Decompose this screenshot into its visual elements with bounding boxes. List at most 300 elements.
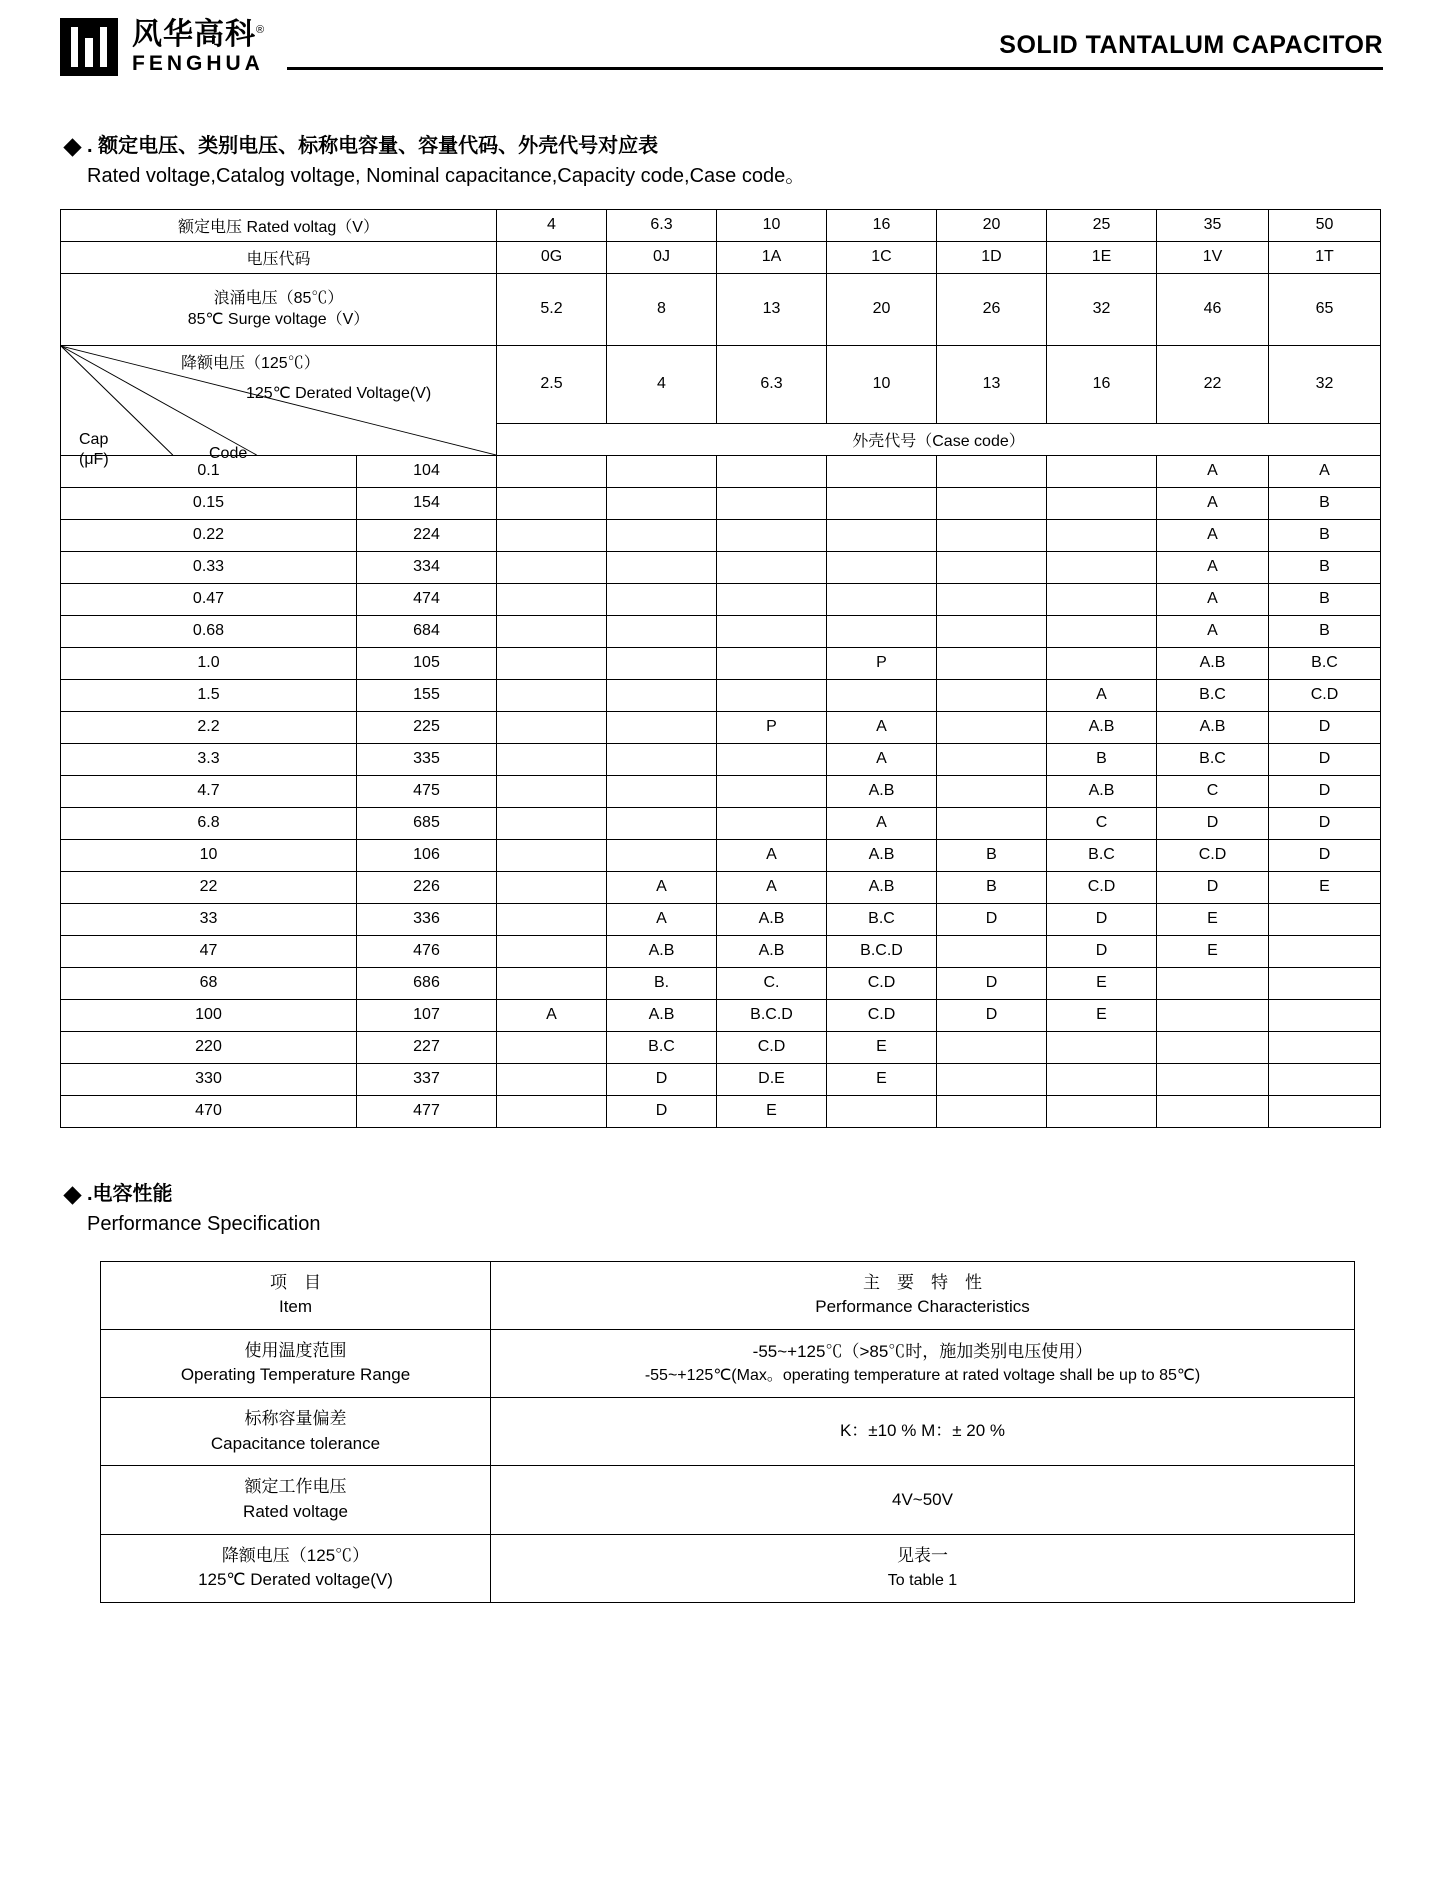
cell-case-code: A.B (1157, 711, 1269, 743)
cell-case-code: C (1047, 807, 1157, 839)
cell-capacitance: 330 (61, 1063, 357, 1095)
cell-case-code (827, 615, 937, 647)
cell-case-code (607, 615, 717, 647)
cell-case-code: D.E (717, 1063, 827, 1095)
cell-case-code: A (1269, 455, 1381, 487)
cell-case-code (1269, 999, 1381, 1031)
table-row (61, 807, 1381, 839)
cell-case-code: D (937, 967, 1047, 999)
cell-case-code: D (1047, 935, 1157, 967)
cell-case-code (1047, 519, 1157, 551)
cell-capacitance: 100 (61, 999, 357, 1031)
table-row (101, 1329, 1355, 1397)
cell-case-code: D (1047, 903, 1157, 935)
cell-case-code (937, 647, 1047, 679)
cell-case-code (1269, 1095, 1381, 1127)
cell-voltage-code-2: 1A (717, 241, 827, 273)
cell-case-code: C (1157, 775, 1269, 807)
table-row-surge-voltage (61, 273, 1381, 345)
perf-value (491, 1398, 1355, 1466)
cell-case-code: A.B (717, 903, 827, 935)
cell-surge-4: 26 (937, 273, 1047, 345)
cell-capacitance: 47 (61, 935, 357, 967)
table-row (61, 551, 1381, 583)
company-logo (60, 18, 265, 76)
cell-case-code: A.B (607, 999, 717, 1031)
cell-case-code: A (1157, 519, 1269, 551)
cell-case-code: A (717, 839, 827, 871)
cell-case-code: B (937, 839, 1047, 871)
table-row (61, 1095, 1381, 1127)
cell-case-code: A (1157, 615, 1269, 647)
cell-case-code (717, 743, 827, 775)
perf-header-item-en: Item (278, 1297, 313, 1317)
cell-case-code (717, 487, 827, 519)
perf-header-char-cn: 主 要 特 性 (863, 1272, 982, 1292)
cell-case-code: B.C.D (717, 999, 827, 1031)
cell-capacitance: 0.15 (61, 487, 357, 519)
cell-voltage-code-7: 1T (1269, 241, 1381, 273)
table-row (61, 679, 1381, 711)
cell-case-code (937, 711, 1047, 743)
cell-capacity-code: 685 (357, 807, 497, 839)
section-performance (60, 1180, 1383, 1603)
cell-case-code: B (1047, 743, 1157, 775)
cell-case-code: B (1269, 519, 1381, 551)
logo-text (132, 19, 265, 76)
cell-capacity-code: 227 (357, 1031, 497, 1063)
cell-rated-voltage-5: 25 (1047, 209, 1157, 241)
label-rated-voltage: 额定电压 Rated voltag（V） (61, 209, 497, 241)
cell-capacity-code: 107 (357, 999, 497, 1031)
cell-case-code: D (607, 1063, 717, 1095)
label-case-code: 外壳代号（Case code） (497, 423, 1381, 455)
cell-case-code (497, 1063, 607, 1095)
cell-case-code: A (607, 903, 717, 935)
cell-case-code: A (827, 711, 937, 743)
cell-case-code (497, 455, 607, 487)
cell-capacitance: 0.47 (61, 583, 357, 615)
cell-case-code (607, 551, 717, 583)
label-unit: (μF) (79, 450, 109, 468)
cell-capacity-code: 337 (357, 1063, 497, 1095)
cell-case-code (497, 711, 607, 743)
label-surge-voltage-en: 85℃ Surge voltage（V） (187, 311, 370, 329)
label-derated-cn: 降额电压（125℃） (181, 354, 320, 372)
label-cap: Cap (79, 430, 109, 448)
cell-case-code: A (827, 743, 937, 775)
cell-case-code: A.B (607, 935, 717, 967)
section1-heading (60, 132, 1383, 191)
perf-item-cn: 标称容量偏差 (244, 1409, 347, 1429)
cell-case-code: D (1269, 807, 1381, 839)
perf-item (101, 1329, 491, 1397)
registered-mark: ® (256, 23, 266, 36)
table-row (101, 1398, 1355, 1466)
table-row (61, 839, 1381, 871)
cell-surge-2: 13 (717, 273, 827, 345)
cell-case-code: A (1157, 551, 1269, 583)
voltage-case-code-table (60, 209, 1381, 1128)
perf-item-en: Operating Temperature Range (180, 1365, 411, 1385)
cell-capacitance: 220 (61, 1031, 357, 1063)
table-row (61, 1063, 1381, 1095)
cell-capacity-code: 477 (357, 1095, 497, 1127)
cell-capacitance: 33 (61, 903, 357, 935)
table-row (61, 1031, 1381, 1063)
cell-case-code (827, 551, 937, 583)
cell-case-code: A.B (1157, 647, 1269, 679)
perf-value (491, 1466, 1355, 1534)
cell-capacity-code: 225 (357, 711, 497, 743)
cell-rated-voltage-2: 10 (717, 209, 827, 241)
table-row (101, 1466, 1355, 1534)
table-row-rated-voltage (61, 209, 1381, 241)
cell-case-code: D (937, 999, 1047, 1031)
section2-heading (60, 1180, 1383, 1239)
cell-case-code (717, 775, 827, 807)
cell-case-code (497, 935, 607, 967)
cell-case-code: D (1157, 807, 1269, 839)
cell-case-code: D (1269, 743, 1381, 775)
page-title: SOLID TANTALUM CAPACITOR (987, 31, 1383, 60)
section1-title-cn: . 额定电压、类别电压、标称电容量、容量代码、外壳代号对应表 (87, 135, 659, 157)
table-row-voltage-code (61, 241, 1381, 273)
perf-value-line1: -55~+125℃（>85℃时，施加类别电压使用） (752, 1341, 1093, 1361)
cell-surge-3: 20 (827, 273, 937, 345)
table-row-header (101, 1261, 1355, 1329)
cell-derated-2: 6.3 (717, 345, 827, 423)
cell-derated-0: 2.5 (497, 345, 607, 423)
perf-item-cn: 降额电压（125℃） (221, 1545, 370, 1565)
cell-case-code (1269, 1031, 1381, 1063)
cell-case-code (607, 743, 717, 775)
cell-case-code: P (827, 647, 937, 679)
cell-case-code (497, 967, 607, 999)
cell-case-code: B (937, 871, 1047, 903)
cell-case-code: C.D (717, 1031, 827, 1063)
cell-case-code: A.B (1047, 775, 1157, 807)
cell-case-code: B (1269, 551, 1381, 583)
cell-rated-voltage-3: 16 (827, 209, 937, 241)
cell-case-code: A (717, 871, 827, 903)
label-cap-unit (79, 430, 109, 470)
cell-voltage-code-5: 1E (1047, 241, 1157, 273)
fenghua-logo-icon (60, 18, 118, 76)
cell-capacity-code: 226 (357, 871, 497, 903)
cell-case-code (827, 519, 937, 551)
cell-case-code: E (1047, 999, 1157, 1031)
cell-capacitance: 0.33 (61, 551, 357, 583)
cell-capacity-code: 155 (357, 679, 497, 711)
section2-title-en: Performance Specification (87, 1213, 321, 1236)
cell-case-code: A (1047, 679, 1157, 711)
cell-case-code (937, 455, 1047, 487)
cell-case-code (1157, 1031, 1269, 1063)
label-voltage-code: 电压代码 (61, 241, 497, 273)
cell-case-code: E (827, 1063, 937, 1095)
cell-case-code (497, 487, 607, 519)
cell-case-code (1157, 1063, 1269, 1095)
cell-case-code: B. (607, 967, 717, 999)
cell-capacity-code: 476 (357, 935, 497, 967)
cell-case-code: D (937, 903, 1047, 935)
cell-case-code (1047, 1095, 1157, 1127)
cell-case-code (937, 935, 1047, 967)
perf-item-cn: 使用温度范围 (244, 1340, 347, 1360)
perf-item (101, 1398, 491, 1466)
table-row-derated-voltage (61, 345, 1381, 423)
cell-case-code: A.B (717, 935, 827, 967)
cell-case-code: A.B (827, 871, 937, 903)
cell-case-code: E (827, 1031, 937, 1063)
cell-case-code (827, 583, 937, 615)
label-code: Code (209, 444, 248, 462)
cell-case-code (937, 487, 1047, 519)
cell-capacitance: 3.3 (61, 743, 357, 775)
cell-case-code: A.B (827, 775, 937, 807)
cell-case-code (937, 1031, 1047, 1063)
cell-case-code: P (717, 711, 827, 743)
logo-chinese-text: 风华高科 (132, 17, 256, 51)
cell-capacity-code: 336 (357, 903, 497, 935)
cell-case-code (497, 871, 607, 903)
section-voltage-table (60, 132, 1383, 1128)
cell-surge-7: 65 (1269, 273, 1381, 345)
cell-case-code (497, 679, 607, 711)
cell-derated-6: 22 (1157, 345, 1269, 423)
logo-chinese-name (132, 19, 265, 51)
perf-header-characteristics (491, 1261, 1355, 1329)
cell-capacitance: 1.5 (61, 679, 357, 711)
cell-voltage-code-3: 1C (827, 241, 937, 273)
cell-case-code: C.D (1047, 871, 1157, 903)
cell-case-code (937, 1063, 1047, 1095)
cell-rated-voltage-7: 50 (1269, 209, 1381, 241)
cell-case-code (1047, 1063, 1157, 1095)
cell-case-code: A (1157, 455, 1269, 487)
cell-capacitance: 22 (61, 871, 357, 903)
cell-capacitance: 0.1 (61, 455, 357, 487)
cell-case-code: E (1157, 903, 1269, 935)
cell-case-code: B.C (1269, 647, 1381, 679)
cell-capacitance: 6.8 (61, 807, 357, 839)
cell-case-code (827, 487, 937, 519)
label-derated-en: 125℃ Derated Voltage(V) (246, 384, 432, 402)
cell-case-code (607, 455, 717, 487)
cell-case-code (717, 583, 827, 615)
cell-case-code (1047, 551, 1157, 583)
perf-value-line1: 见表一 (897, 1546, 948, 1566)
table-row (61, 487, 1381, 519)
cell-capacity-code: 334 (357, 551, 497, 583)
table-row (101, 1534, 1355, 1602)
table-row (61, 967, 1381, 999)
cell-derated-5: 16 (1047, 345, 1157, 423)
table-row (61, 999, 1381, 1031)
cell-case-code (717, 807, 827, 839)
cell-case-code (497, 903, 607, 935)
label-surge-voltage (61, 273, 497, 345)
cell-case-code: B.C (1157, 743, 1269, 775)
cell-capacity-code: 224 (357, 519, 497, 551)
cell-case-code (717, 647, 827, 679)
perf-value (491, 1329, 1355, 1397)
cell-case-code (937, 743, 1047, 775)
cell-case-code: E (1269, 871, 1381, 903)
cell-case-code (1157, 967, 1269, 999)
cell-case-code (1157, 1095, 1269, 1127)
cell-case-code (937, 519, 1047, 551)
cell-case-code (937, 775, 1047, 807)
cell-case-code: D (1269, 839, 1381, 871)
cell-capacity-code: 686 (357, 967, 497, 999)
cell-capacity-code: 106 (357, 839, 497, 871)
cell-case-code (1047, 583, 1157, 615)
perf-item-en: Capacitance tolerance (210, 1433, 381, 1453)
cell-case-code: B.C (827, 903, 937, 935)
table-row (61, 903, 1381, 935)
cell-rated-voltage-6: 35 (1157, 209, 1269, 241)
perf-value-line1: K：±10 % M：± 20 % (839, 1421, 1006, 1441)
table-row (61, 743, 1381, 775)
cell-case-code: B (1269, 583, 1381, 615)
cell-case-code: D (1157, 871, 1269, 903)
perf-value-line1: 4V~50V (892, 1489, 953, 1509)
cell-case-code (1047, 615, 1157, 647)
cell-case-code: B.C.D (827, 935, 937, 967)
cell-case-code: C.D (827, 967, 937, 999)
cell-case-code (607, 775, 717, 807)
cell-case-code (827, 679, 937, 711)
cell-case-code (1047, 1031, 1157, 1063)
cell-derated-1: 4 (607, 345, 717, 423)
cell-case-code (497, 519, 607, 551)
cell-case-code (717, 551, 827, 583)
cell-capacitance: 0.68 (61, 615, 357, 647)
cell-case-code: A (1157, 487, 1269, 519)
cell-case-code (497, 775, 607, 807)
cell-case-code: B.C (607, 1031, 717, 1063)
cell-case-code: A (827, 807, 937, 839)
cell-case-code (1269, 967, 1381, 999)
cell-case-code (1157, 999, 1269, 1031)
perf-item-en: Rated voltage (243, 1502, 348, 1522)
cell-case-code: B.C (1157, 679, 1269, 711)
cell-case-code: D (607, 1095, 717, 1127)
cell-case-code (607, 647, 717, 679)
cell-capacitance: 1.0 (61, 647, 357, 679)
cell-case-code: B (1269, 615, 1381, 647)
cell-case-code: A (1157, 583, 1269, 615)
cell-case-code (497, 807, 607, 839)
bullet-diamond-icon (63, 138, 81, 156)
cell-case-code (937, 583, 1047, 615)
header-divider (287, 18, 1383, 80)
table-row (61, 583, 1381, 615)
table-row (61, 871, 1381, 903)
cell-case-code (607, 679, 717, 711)
cell-capacity-code: 335 (357, 743, 497, 775)
page-header (0, 0, 1443, 80)
cell-capacitance: 68 (61, 967, 357, 999)
cell-capacitance: 2.2 (61, 711, 357, 743)
cell-capacity-code: 154 (357, 487, 497, 519)
table-row (61, 519, 1381, 551)
cell-case-code: C.D (1269, 679, 1381, 711)
cell-case-code (607, 519, 717, 551)
table-row (61, 615, 1381, 647)
perf-value (491, 1534, 1355, 1602)
cell-derated-3: 10 (827, 345, 937, 423)
cell-surge-1: 8 (607, 273, 717, 345)
cell-case-code (1269, 935, 1381, 967)
cell-voltage-code-4: 1D (937, 241, 1047, 273)
cell-rated-voltage-4: 20 (937, 209, 1047, 241)
cell-capacity-code: 104 (357, 455, 497, 487)
cell-case-code: E (717, 1095, 827, 1127)
cell-case-code (497, 743, 607, 775)
table-row (61, 455, 1381, 487)
performance-specification-table (100, 1261, 1355, 1603)
cell-capacity-code: 475 (357, 775, 497, 807)
cell-case-code (497, 1095, 607, 1127)
table-row (61, 775, 1381, 807)
section1-title-en: Rated voltage,Catalog voltage, Nominal capacitance,Capacity code,Case code。 (87, 165, 806, 188)
header-rule-line (287, 67, 1383, 70)
cell-case-code (937, 807, 1047, 839)
cell-case-code (937, 615, 1047, 647)
cell-case-code: A.B (1047, 711, 1157, 743)
cell-capacitance: 470 (61, 1095, 357, 1127)
perf-item-cn: 额定工作电压 (244, 1477, 347, 1497)
cell-case-code (497, 583, 607, 615)
perf-header-item (101, 1261, 491, 1329)
cell-case-code (717, 519, 827, 551)
cell-case-code (497, 839, 607, 871)
cell-case-code (1047, 455, 1157, 487)
table-row (61, 711, 1381, 743)
cell-case-code: A.B (827, 839, 937, 871)
cell-case-code (937, 551, 1047, 583)
cell-capacity-code: 684 (357, 615, 497, 647)
table-row (61, 935, 1381, 967)
cell-case-code: A (497, 999, 607, 1031)
perf-item (101, 1534, 491, 1602)
cell-case-code: B.C (1047, 839, 1157, 871)
cell-case-code: E (1047, 967, 1157, 999)
cell-voltage-code-6: 1V (1157, 241, 1269, 273)
cell-case-code: C. (717, 967, 827, 999)
cell-surge-5: 32 (1047, 273, 1157, 345)
cell-case-code: C.D (1157, 839, 1269, 871)
cell-case-code (497, 615, 607, 647)
cell-capacitance: 4.7 (61, 775, 357, 807)
cell-case-code: D (1269, 775, 1381, 807)
cell-case-code: E (1157, 935, 1269, 967)
cell-capacity-code: 474 (357, 583, 497, 615)
section2-title-cn: .电容性能 (87, 1182, 173, 1205)
cell-derated-7: 32 (1269, 345, 1381, 423)
label-surge-voltage-cn: 浪涌电压（85℃） (213, 289, 344, 307)
cell-case-code (937, 1095, 1047, 1127)
cell-case-code (717, 615, 827, 647)
perf-value-line2: To table 1 (887, 1572, 958, 1590)
cell-case-code (717, 455, 827, 487)
cell-case-code (497, 1031, 607, 1063)
cell-case-code (607, 807, 717, 839)
cell-case-code (607, 839, 717, 871)
